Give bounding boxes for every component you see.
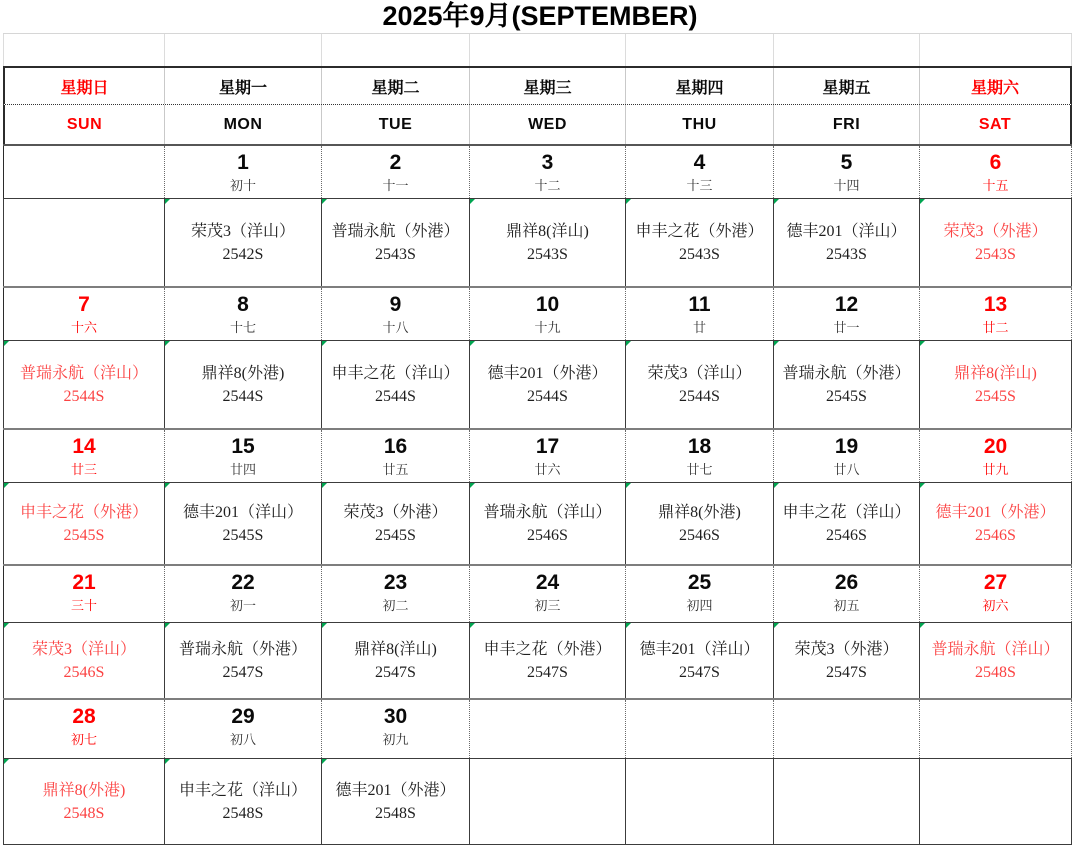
voyage-number: 2548S [975, 663, 1016, 681]
lunar-date: 初三 [534, 598, 561, 613]
date-cell[interactable] [3, 146, 165, 198]
vessel-name: 荣茂3（外港） [343, 503, 448, 521]
date-cell[interactable] [3, 566, 165, 622]
lunar-date: 初五 [833, 598, 860, 613]
lunar-date: 廿三 [70, 462, 97, 477]
date-number: 3 [541, 151, 554, 174]
vessel-name: 申丰之花（外港） [483, 640, 612, 658]
vessel-event-cell[interactable] [165, 483, 322, 564]
date-number: 25 [687, 571, 712, 594]
vessel-name: 荣茂3（洋山） [190, 222, 295, 240]
lunar-date: 廿九 [982, 462, 1009, 477]
spacer-cell [920, 34, 1072, 66]
date-cell[interactable] [470, 288, 626, 340]
date-number: 26 [834, 571, 859, 594]
spacer-cell [774, 34, 920, 66]
vessel-name: 普瑞永航（外港） [178, 640, 307, 658]
date-cell[interactable] [165, 700, 322, 758]
date-cell[interactable] [626, 288, 774, 340]
vessel-name: 鼎祥8(洋山) [506, 222, 589, 240]
date-cell[interactable] [322, 430, 470, 482]
lunar-date: 十二 [534, 178, 561, 193]
vessel-name: 荣茂3（洋山） [31, 640, 136, 658]
lunar-date: 十四 [833, 178, 860, 193]
vessel-name: 普瑞永航（洋山） [483, 503, 612, 521]
date-cell[interactable] [322, 146, 470, 198]
spacer-cell [322, 34, 470, 66]
date-number: 22 [231, 571, 255, 594]
weekday-cn-sat: 星期六 [920, 68, 1072, 104]
date-cell[interactable] [322, 700, 470, 758]
date-number: 21 [72, 571, 96, 594]
vessel-event-cell[interactable] [322, 623, 470, 698]
lunar-date: 初七 [70, 732, 97, 747]
voyage-number: 2547S [679, 663, 720, 681]
weekday-cn-tue: 星期二 [322, 68, 470, 104]
weekday-en-thu: THU [626, 105, 774, 144]
lunar-date: 十五 [982, 178, 1009, 193]
date-cell[interactable] [3, 700, 165, 758]
vessel-name: 荣茂3（洋山） [647, 364, 752, 382]
vessel-name: 申丰之花（洋山） [331, 364, 460, 382]
date-number: 27 [983, 571, 1008, 594]
vessel-event-cell[interactable] [470, 483, 626, 564]
week-2-date-row [3, 288, 1072, 340]
weekday-cn-mon: 星期一 [165, 68, 322, 104]
vessel-name: 普瑞永航（洋山） [19, 364, 148, 382]
voyage-number: 2546S [63, 663, 105, 681]
date-number: 11 [688, 293, 711, 316]
vessel-name: 德丰201（外港） [487, 364, 608, 382]
voyage-number: 2544S [222, 387, 264, 405]
vessel-event-cell[interactable] [3, 341, 165, 428]
vessel-event-cell[interactable] [3, 483, 165, 564]
weekday-en-fri: FRI [774, 105, 920, 144]
vessel-name: 申丰之花（洋山） [782, 503, 911, 521]
vessel-name: 申丰之花（外港） [19, 503, 148, 521]
voyage-number: 2544S [375, 387, 416, 405]
week-4-date-row [3, 566, 1072, 622]
date-number: 28 [72, 705, 96, 728]
voyage-number: 2545S [975, 387, 1016, 405]
lunar-date: 廿二 [982, 320, 1009, 335]
vessel-event-cell[interactable] [920, 199, 1072, 286]
empty-event-cell[interactable] [626, 759, 774, 844]
voyage-number: 2546S [975, 526, 1016, 544]
calendar-grid [3, 33, 1072, 845]
week-2-event-row [3, 340, 1072, 430]
date-cell[interactable] [322, 566, 470, 622]
date-cell[interactable] [774, 146, 920, 198]
date-number: 19 [834, 435, 859, 458]
weekday-en-wed: WED [470, 105, 626, 144]
weekday-cn-thu: 星期四 [626, 68, 774, 104]
week-3-event-row [3, 482, 1072, 566]
vessel-event-cell[interactable] [920, 341, 1072, 428]
weeks-container [3, 146, 1072, 845]
date-cell[interactable] [470, 430, 626, 482]
date-number: 17 [535, 435, 560, 458]
voyage-number: 2548S [63, 804, 105, 822]
voyage-number: 2544S [679, 387, 720, 405]
vessel-event-cell[interactable] [165, 759, 322, 844]
date-cell[interactable] [3, 430, 165, 482]
vessel-event-cell[interactable] [626, 623, 774, 698]
voyage-number: 2547S [527, 663, 568, 681]
vessel-event-cell[interactable] [920, 483, 1072, 564]
date-number: 5 [840, 151, 853, 174]
voyage-number: 2548S [222, 804, 264, 822]
date-cell[interactable] [470, 566, 626, 622]
date-number: 18 [687, 435, 712, 458]
week-5-date-row [3, 700, 1072, 758]
vessel-name: 申丰之花（洋山） [178, 781, 307, 799]
voyage-number: 2543S [975, 245, 1016, 263]
lunar-date: 初八 [229, 732, 256, 747]
voyage-number: 2545S [222, 526, 264, 544]
date-number: 8 [237, 293, 249, 316]
lunar-date: 十八 [382, 320, 409, 335]
lunar-date: 初十 [229, 178, 256, 193]
weekday-en-tue: TUE [322, 105, 470, 144]
date-cell[interactable] [920, 700, 1072, 758]
date-number: 12 [834, 293, 859, 316]
voyage-number: 2544S [63, 387, 105, 405]
weekday-cn-sun: 星期日 [3, 68, 165, 104]
voyage-number: 2548S [375, 804, 416, 822]
voyage-number: 2545S [826, 387, 867, 405]
date-number: 6 [989, 151, 1002, 174]
vessel-name: 鼎祥8(洋山) [354, 640, 437, 658]
date-number: 4 [693, 151, 706, 174]
voyage-number: 2547S [826, 663, 867, 681]
vessel-name: 德丰201（洋山） [639, 640, 760, 658]
weekday-cn-fri: 星期五 [774, 68, 920, 104]
empty-event-cell[interactable] [774, 759, 920, 844]
spacer-cell [165, 34, 322, 66]
date-cell[interactable] [626, 430, 774, 482]
vessel-name: 荣茂3（外港） [794, 640, 899, 658]
lunar-date: 廿八 [833, 462, 860, 477]
date-number: 10 [535, 293, 560, 316]
lunar-date: 十三 [686, 178, 713, 193]
date-cell[interactable] [626, 566, 774, 622]
vessel-name: 鼎祥8(外港) [658, 503, 741, 521]
week-1-event-row [3, 198, 1072, 288]
date-number: 14 [72, 435, 96, 458]
lunar-date: 初九 [382, 732, 409, 747]
vessel-name: 德丰201（洋山） [786, 222, 907, 240]
date-cell[interactable] [470, 700, 626, 758]
date-number: 29 [231, 705, 255, 728]
date-cell[interactable] [322, 288, 470, 340]
vessel-event-cell[interactable] [470, 341, 626, 428]
lunar-date: 初二 [382, 598, 409, 613]
lunar-date: 廿五 [382, 462, 409, 477]
date-cell[interactable] [920, 146, 1072, 198]
vessel-name: 普瑞永航（外港） [782, 364, 911, 382]
vessel-event-cell[interactable] [3, 623, 165, 698]
weekday-en-sun: SUN [3, 105, 165, 144]
date-cell[interactable] [774, 700, 920, 758]
date-cell[interactable] [470, 146, 626, 198]
date-number: 24 [535, 571, 560, 594]
vessel-event-cell[interactable] [774, 199, 920, 286]
spacer-cell [626, 34, 774, 66]
vessel-event-cell[interactable] [626, 341, 774, 428]
vessel-event-cell[interactable] [774, 623, 920, 698]
date-number: 9 [389, 293, 402, 316]
lunar-date: 初六 [982, 598, 1009, 613]
vessel-name: 德丰201（洋山） [182, 503, 303, 521]
vessel-name: 德丰201（外港） [935, 503, 1056, 521]
date-cell[interactable] [920, 288, 1072, 340]
vessel-event-cell[interactable] [470, 199, 626, 286]
vessel-event-cell[interactable] [774, 341, 920, 428]
vessel-event-cell[interactable] [470, 623, 626, 698]
lunar-date: 三十 [70, 598, 97, 613]
week-4-event-row [3, 622, 1072, 700]
date-cell[interactable] [920, 566, 1072, 622]
spacer-row [3, 33, 1072, 66]
date-cell[interactable] [774, 288, 920, 340]
vessel-name: 申丰之花（外港） [635, 222, 764, 240]
vessel-name: 普瑞永航（外港） [331, 222, 460, 240]
weekday-en-row [3, 105, 1072, 146]
spacer-cell [470, 34, 626, 66]
vessel-event-cell[interactable] [322, 759, 470, 844]
lunar-date: 十一 [382, 178, 409, 193]
date-number: 7 [78, 293, 90, 316]
vessel-name: 普瑞永航（洋山） [931, 640, 1060, 658]
vessel-event-cell[interactable] [165, 341, 322, 428]
date-number: 15 [231, 435, 255, 458]
week-1-date-row [3, 146, 1072, 198]
lunar-date: 廿四 [229, 462, 256, 477]
weekday-cn-wed: 星期三 [470, 68, 626, 104]
vessel-name: 鼎祥8(洋山) [954, 364, 1037, 382]
voyage-number: 2545S [375, 526, 416, 544]
date-number: 2 [389, 151, 402, 174]
voyage-number: 2543S [375, 245, 416, 263]
voyage-number: 2547S [375, 663, 416, 681]
empty-event-cell[interactable] [920, 759, 1072, 844]
weekday-en-sat: SAT [920, 105, 1072, 144]
voyage-number: 2545S [63, 526, 105, 544]
lunar-date: 廿一 [833, 320, 860, 335]
vessel-event-cell[interactable] [165, 199, 322, 286]
date-cell[interactable] [626, 146, 774, 198]
date-cell[interactable] [165, 566, 322, 622]
voyage-number: 2542S [222, 245, 264, 263]
vessel-name: 鼎祥8(外港) [201, 364, 285, 382]
date-number: 20 [983, 435, 1008, 458]
date-cell[interactable] [165, 430, 322, 482]
voyage-number: 2547S [222, 663, 264, 681]
lunar-date: 初一 [229, 598, 256, 613]
vessel-name: 荣茂3（外港） [943, 222, 1048, 240]
voyage-number: 2546S [679, 526, 720, 544]
voyage-number: 2546S [826, 526, 867, 544]
empty-event-cell[interactable] [470, 759, 626, 844]
voyage-number: 2546S [527, 526, 568, 544]
voyage-number: 2544S [527, 387, 568, 405]
spacer-cell [3, 34, 165, 66]
vessel-event-cell[interactable] [3, 759, 165, 844]
date-cell[interactable] [774, 430, 920, 482]
weekday-cn-row [3, 66, 1072, 105]
week-3-date-row [3, 430, 1072, 482]
vessel-event-cell[interactable] [920, 623, 1072, 698]
lunar-date: 十六 [70, 320, 97, 335]
vessel-event-cell[interactable] [322, 341, 470, 428]
voyage-number: 2543S [527, 245, 568, 263]
vessel-name: 鼎祥8(外港) [42, 781, 126, 799]
vessel-event-cell[interactable] [165, 623, 322, 698]
date-cell[interactable] [165, 146, 322, 198]
lunar-date: 十七 [229, 320, 256, 335]
date-cell[interactable] [920, 430, 1072, 482]
empty-event-cell[interactable] [3, 199, 165, 286]
weekday-en-mon: MON [165, 105, 322, 144]
calendar-title: 2025年9月(SEPTEMBER) [382, 1, 698, 31]
date-number: 13 [983, 293, 1008, 316]
lunar-date: 廿六 [534, 462, 561, 477]
voyage-number: 2543S [679, 245, 720, 263]
date-cell[interactable] [3, 288, 165, 340]
vessel-event-cell[interactable] [626, 483, 774, 564]
date-number: 16 [383, 435, 408, 458]
vessel-name: 德丰201（外港） [335, 781, 456, 799]
week-5-event-row [3, 758, 1072, 845]
vessel-event-cell[interactable] [774, 483, 920, 564]
vessel-event-cell[interactable] [322, 199, 470, 286]
date-cell[interactable] [774, 566, 920, 622]
vessel-event-cell[interactable] [626, 199, 774, 286]
lunar-date: 廿 [692, 320, 706, 335]
lunar-date: 初四 [686, 598, 713, 613]
date-number: 23 [383, 571, 408, 594]
date-cell[interactable] [626, 700, 774, 758]
date-cell[interactable] [165, 288, 322, 340]
lunar-date: 十九 [534, 320, 561, 335]
vessel-event-cell[interactable] [322, 483, 470, 564]
date-number: 1 [237, 151, 249, 174]
voyage-number: 2543S [826, 245, 867, 263]
lunar-date: 廿七 [686, 462, 713, 477]
date-number: 30 [383, 705, 408, 728]
